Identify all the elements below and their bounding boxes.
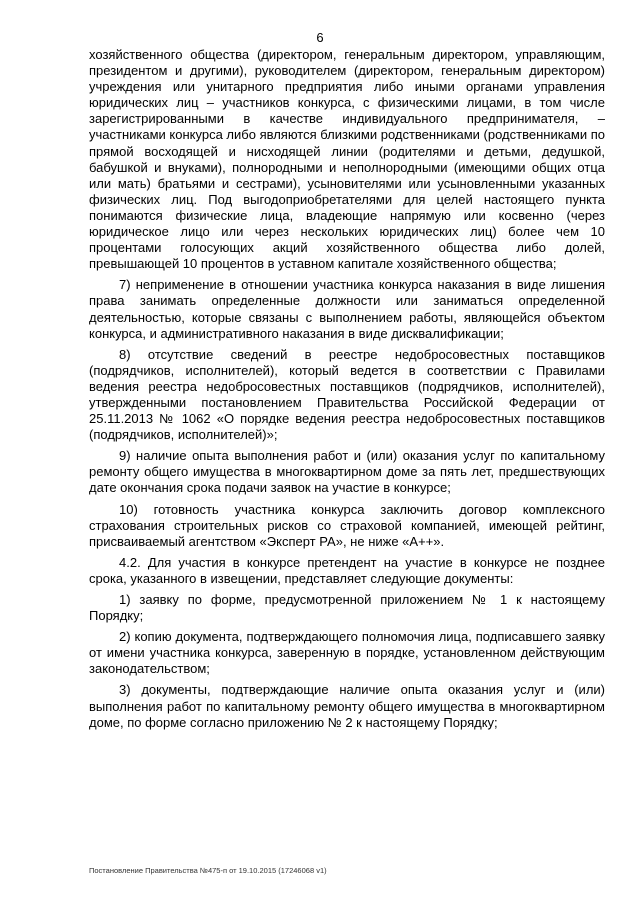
paragraph-doc-2: 2) копию документа, подтверждающего полномочия лица, подписавшего заявку от имени участника конкурса, заверенную в порядке, установленном действующим законодательством; [89,629,605,677]
document-footer: Постановление Правительства №475-п от 19.10.2015 (17246068 v1) [89,866,327,875]
paragraph-doc-1: 1) заявку по форме, предусмотренной приложением № 1 к настоящему Порядку; [89,592,605,624]
paragraph-continuation: хозяйственного общества (директором, генеральным директором, управляющим, президентом и другими), руководителем (директором, генеральным директором) учреждения или унитарного предприятия либо иными органами управления юридических лиц – участников конкурса, с физическими лицами, в том числе зарегистрированными в качестве индивидуального предпринимателя, – участниками конкурса либо являются близкими родственниками (родственниками по прямой восходящей и нисходящей линии (родителями и детьми, дедушкой, бабушкой и внуками), полнородными и неполнородными (имеющими общих отца или мать) братьями и сестрами), усыновителями или усыновленными указанных физических лиц. Под выгодоприобретателями для целей настоящего пункта понимаются физические лица, владеющие напрямую или косвенно (через юридическое лицо или через нескольких юридических лиц) более чем 10 процентами голосующих акций хозяйственного общества либо долей, превышающей 10 процентов в уставном капитале хозяйственного общества; [89,47,605,272]
paragraph-item-10: 10) готовность участника конкурса заключить договор комплексного страхования строительных рисков со страховой компанией, имеющей рейтинг, присваиваемый агентством «Эксперт РА», не ниже «А++». [89,501,605,549]
paragraph-item-7: 7) неприменение в отношении участника конкурса наказания в виде лишения права занимать определенные должности или заниматься определенной деятельностью, которые связаны с выполнением работы, являющейся объектом конкурса, и административного наказания в виде дисквалификации; [89,277,605,341]
paragraph-doc-3: 3) документы, подтверждающие наличие опыта оказания услуг и (или) выполнения работ по капитальному ремонту общего имущества в многоквартирном доме, по форме согласно приложению № 2 к настоящему Порядку; [89,682,605,730]
paragraph-item-8: 8) отсутствие сведений в реестре недобросовестных поставщиков (подрядчиков, исполнителей), который ведется в соответствии с Правилами ведения реестра недобросовестных поставщиков (подрядчиков, исполнителей), утвержденными постановлением Правительства Российской Федерации от 25.11.2013 № 1062 «О порядке ведения реестра недобросовестных поставщиков (подрядчиков, исполнителей)»; [89,346,605,443]
paragraph-section-4-2: 4.2. Для участия в конкурсе претендент на участие в конкурсе не позднее срока, указанного в извещении, представляет следующие документы: [89,554,605,586]
paragraph-item-9: 9) наличие опыта выполнения работ и (или) оказания услуг по капитальному ремонту общего имущества в многоквартирном доме за пять лет, предшествующих дате окончания срока подачи заявок на участие в конкурсе; [89,448,605,496]
page-number: 6 [316,30,324,45]
document-body [89,47,605,736]
